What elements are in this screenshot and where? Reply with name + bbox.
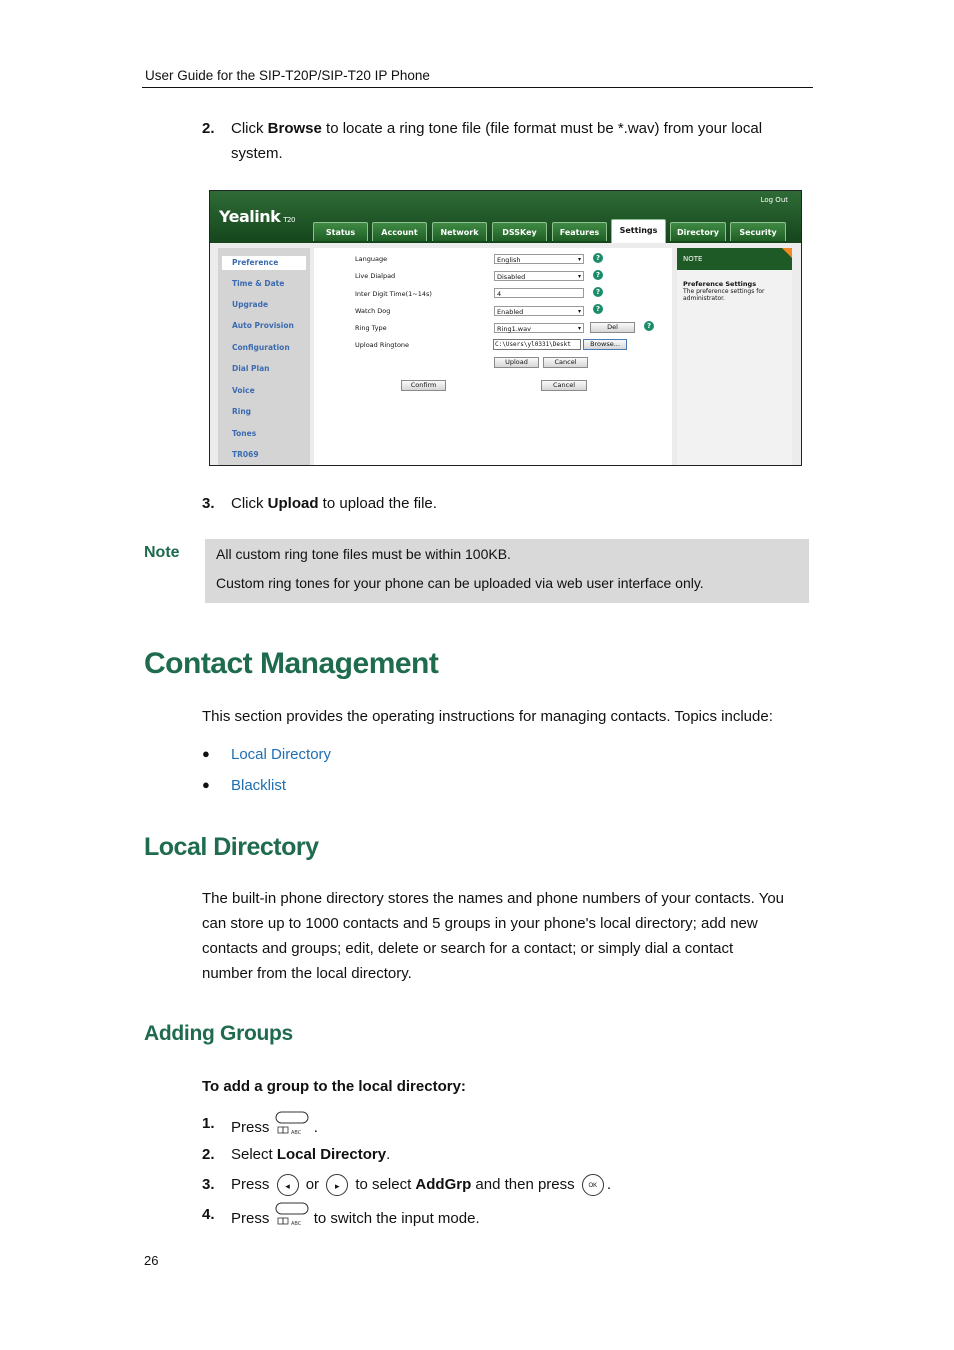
bullet-item bbox=[202, 777, 402, 797]
tab-status[interactable]: Status bbox=[313, 222, 368, 241]
sidebar-item-voice[interactable]: Voice bbox=[232, 386, 255, 395]
page-number: 26 bbox=[144, 1253, 159, 1268]
step-text: Press ◂ or ▸ to select AddGrp and then press OK . bbox=[231, 1172, 802, 1197]
inter-digit-time-input[interactable]: 4 bbox=[494, 288, 584, 298]
subsubsection-title: Adding Groups bbox=[144, 1022, 293, 1045]
note-line: All custom ring tone files must be within 100KB. bbox=[216, 546, 511, 562]
bullet-dot: ● bbox=[202, 777, 210, 792]
help-icon[interactable]: ? bbox=[644, 321, 654, 331]
section-title: Contact Management bbox=[144, 647, 439, 680]
step-text: Click Browse to locate a ring tone file (file format must be *.wav) from your local system. bbox=[231, 120, 763, 162]
confirm-button[interactable]: Confirm bbox=[401, 380, 446, 391]
del-button[interactable]: Del bbox=[590, 322, 635, 333]
group-step-1 bbox=[202, 1111, 802, 1139]
sidebar-item-upgrade[interactable]: Upgrade bbox=[232, 300, 269, 309]
bullet-dot: ● bbox=[202, 746, 210, 761]
note-label: Note bbox=[144, 544, 180, 561]
step-number: 2. bbox=[202, 120, 215, 137]
sidebar-item-dial-plan[interactable]: Dial Plan bbox=[232, 364, 270, 373]
field-label-language: Language bbox=[355, 255, 388, 263]
local-directory-link[interactable]: Local Directory bbox=[231, 746, 332, 763]
step-number: 3. bbox=[202, 1176, 215, 1193]
note-panel-title: Preference Settings bbox=[683, 280, 757, 288]
browse-button[interactable]: Browse... bbox=[583, 339, 627, 350]
tab-account[interactable]: Account bbox=[372, 222, 427, 241]
key-caption: ABC bbox=[290, 1221, 301, 1227]
sidebar-item-ring[interactable]: Ring bbox=[232, 407, 252, 416]
intro-paragraph: This section provides the operating instructions for managing contacts. Topics include: bbox=[202, 708, 773, 725]
help-icon[interactable]: ? bbox=[593, 287, 603, 297]
paragraph-line: The built-in phone directory stores the names and phone numbers of your contacts. You bbox=[202, 890, 785, 907]
settings-sidebar bbox=[218, 248, 310, 465]
step-number: 4. bbox=[202, 1206, 215, 1223]
ringtone-path-input[interactable]: C:\Users\yl0331\Deskt bbox=[493, 339, 581, 350]
left-arrow-key-icon: ◂ bbox=[277, 1174, 299, 1196]
group-step-3 bbox=[202, 1172, 802, 1200]
note-line: Custom ring tones for your phone can be uploaded via web user interface only. bbox=[216, 575, 704, 591]
input-mode-key-icon bbox=[274, 1202, 310, 1236]
language-select[interactable]: English ▾ bbox=[494, 254, 584, 264]
sidebar-item-tr069[interactable]: TR069 bbox=[232, 450, 259, 459]
upload-button[interactable]: Upload bbox=[494, 357, 539, 368]
blacklist-link[interactable]: Blacklist bbox=[231, 777, 287, 794]
sidebar-item-tones[interactable]: Tones bbox=[232, 429, 257, 438]
help-icon[interactable]: ? bbox=[593, 270, 603, 280]
step-text: Select Local Directory. bbox=[231, 1146, 391, 1163]
group-step-4 bbox=[202, 1202, 802, 1230]
settings-form-area bbox=[314, 248, 672, 465]
key-caption: ABC bbox=[290, 1130, 301, 1136]
ring-type-select[interactable]: Ring1.wav ▾ bbox=[494, 323, 584, 333]
tab-dsskey[interactable]: DSSKey bbox=[492, 222, 547, 241]
help-icon[interactable]: ? bbox=[593, 304, 603, 314]
note-corner-marker bbox=[782, 248, 792, 258]
tab-network[interactable]: Network bbox=[432, 222, 487, 241]
ok-key-icon: OK bbox=[582, 1174, 604, 1196]
bullet-item bbox=[202, 746, 402, 766]
live-dialpad-select[interactable]: Disabled ▾ bbox=[494, 271, 584, 281]
field-label-watch-dog: Watch Dog bbox=[355, 307, 391, 315]
cancel-button[interactable]: Cancel bbox=[541, 380, 587, 391]
running-header: User Guide for the SIP-T20P/SIP-T20 IP Phone bbox=[145, 68, 430, 83]
help-icon[interactable]: ? bbox=[593, 253, 603, 263]
step-text: Click Upload to upload the file. bbox=[231, 495, 437, 512]
cancel-upload-button[interactable]: Cancel bbox=[543, 357, 588, 368]
step-number: 3. bbox=[202, 495, 215, 512]
header-rule bbox=[142, 87, 813, 88]
note-box bbox=[205, 539, 809, 603]
tab-settings[interactable]: Settings bbox=[611, 219, 666, 243]
field-label-inter-digit-time: Inter Digit Time(1~14s) bbox=[355, 290, 432, 298]
step-3 bbox=[202, 491, 802, 516]
paragraph-line: number from the local directory. bbox=[202, 965, 412, 982]
paragraph-line: contacts and groups; edit, delete or search for a contact; or simply dial a contact bbox=[202, 940, 734, 957]
step-number: 1. bbox=[202, 1115, 215, 1132]
sidebar-item-time-date[interactable]: Time & Date bbox=[232, 279, 285, 288]
local-directory-paragraph bbox=[202, 886, 812, 986]
note-panel-text: The preference settings for administrator. bbox=[683, 288, 765, 302]
web-ui-screenshot bbox=[209, 190, 802, 466]
step-number: 2. bbox=[202, 1146, 215, 1163]
input-mode-key-icon bbox=[274, 1111, 310, 1145]
field-label-live-dialpad: Live Dialpad bbox=[355, 272, 396, 280]
tab-features[interactable]: Features bbox=[552, 222, 607, 241]
sidebar-item-configuration[interactable]: Configuration bbox=[232, 343, 290, 352]
procedure-heading: To add a group to the local directory: bbox=[202, 1078, 466, 1095]
right-arrow-key-icon: ▸ bbox=[326, 1174, 348, 1196]
group-step-2 bbox=[202, 1142, 802, 1167]
watch-dog-select[interactable]: Enabled ▾ bbox=[494, 306, 584, 316]
sidebar-item-preference[interactable]: Preference bbox=[222, 256, 306, 270]
step-text: Press ABC . bbox=[231, 1111, 802, 1145]
step-2 bbox=[202, 116, 802, 168]
tab-security[interactable]: Security bbox=[730, 222, 786, 241]
sidebar-item-auto-provision[interactable]: Auto Provision bbox=[232, 321, 294, 330]
field-label-upload-ringtone: Upload Ringtone bbox=[355, 341, 410, 349]
logout-link[interactable]: Log Out bbox=[760, 196, 788, 204]
yealink-logo: Yealink T20 bbox=[219, 207, 295, 226]
note-panel bbox=[677, 248, 792, 465]
step-text: Press ABC to switch the input mode. bbox=[231, 1202, 802, 1236]
tab-directory[interactable]: Directory bbox=[670, 222, 726, 241]
paragraph-line: can store up to 1000 contacts and 5 groups in your phone's local directory; add new bbox=[202, 915, 758, 932]
field-label-ring-type: Ring Type bbox=[355, 324, 387, 332]
subsection-title: Local Directory bbox=[144, 833, 319, 861]
note-panel-header: NOTE bbox=[677, 248, 792, 270]
